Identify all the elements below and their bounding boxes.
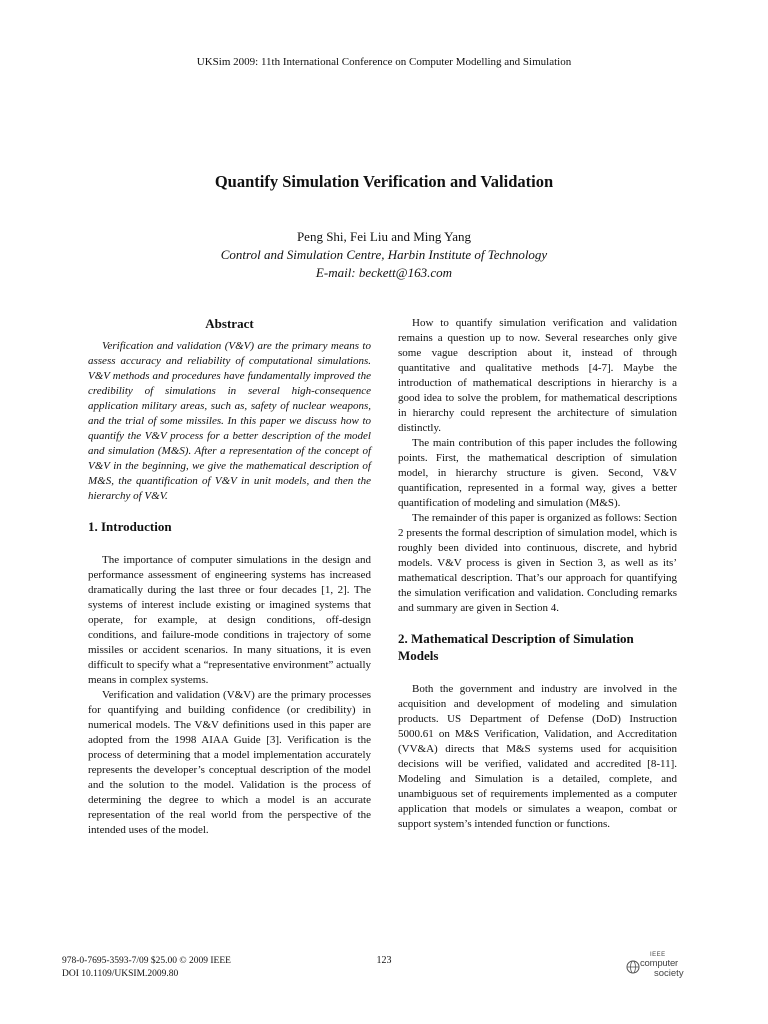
logo-computer-text: computer	[640, 958, 679, 969]
running-head: UKSim 2009: 11th International Conference on Computer Modelling and Simulation	[196, 56, 572, 68]
intro-paragraph-4: The main contribution of this paper includes the following points. First, the mathematical description of simulation model, in hierarchy structure is given. Second, V&V quantification, represented in a formal way, gives a better quantification of modeling and simulation (M&S).	[398, 437, 677, 509]
footer-isbn: 978-0-7695-3593-7/09 $25.00 © 2009 IEEE	[62, 956, 231, 966]
intro-paragraph-5: The remainder of this paper is organized as follows: Section 2 presents the formal description of simulation model, which is roughly been divided into continuous, discrete, and hybrid models. V&V process is given in Section 3, as well as its’ mathematical description. That’s our approach for quantifying the simulation verification and validation. Concluding remarks and summary are given in Section 4.	[398, 512, 677, 614]
page-number: 123	[376, 955, 392, 966]
footer-doi: DOI 10.1109/UKSIM.2009.80	[62, 969, 179, 979]
intro-paragraph-2: Verification and validation (V&V) are the primary processes for quantifying and building confidence (or credibility) in numerical models. The V&V definitions used in this paper are adopted from the 1998 AIAA Guide [3]. Verification is the process of determining that a model implementation accurately represents the developer’s conceptual description of the model and the solution to the model. Validation is the process of determining the degree to which a model is an accurate representation of the real world from the perspective of the intended uses of the model.	[88, 689, 371, 836]
abstract-heading: Abstract	[205, 316, 254, 331]
ieee-computer-society-logo-icon	[626, 952, 696, 982]
author-names: Peng Shi, Fei Liu and Ming Yang	[296, 229, 472, 244]
section-heading-math-description: 2. Mathematical Description of Simulation Models	[398, 631, 634, 663]
intro-paragraph-3: How to quantify simulation verification and validation remains a question up to now. Several researches only give some vague description about it, instead of through quantitative and qualitative methods [4-7]. Maybe the introduction of mathematical descriptions in hierarchy is a good idea to solve the problem, for mathematical descriptions in hierarchy could represent the architecture of simulation distinctly.	[398, 317, 677, 434]
math-paragraph-1: Both the government and industry are involved in the acquisition and development of modeling and simulation products. US Department of Defense (DoD) Instruction 5000.61 on M&S Verification, Validation, and Accreditation (VV&A) directs that M&S systems used for acquisition decisions will be verified, validated and accredited [8-11]. Modeling and Simulation is a detailed, complete, and unambiguous set of requirements implemented as a computer application that models or simulates a weapon, combat or support system’s intended function or functions.	[398, 683, 677, 830]
paper-title: Quantify Simulation Verification and Validation	[214, 172, 554, 191]
author-affiliation: Control and Simulation Centre, Harbin Institute of Technology	[220, 247, 548, 262]
intro-paragraph-1: The importance of computer simulations in the design and performance assessment of engineering systems has increased dramatically during the last three or four decades [1, 2]. The systems of interest include existing or imagined systems that operate, for example, at design conditions, off-design conditions, and failure-mode conditions in trajectory of some missiles or accident scenarios. In many situations, it is even difficult to specify what a “representative environment” actually means in complex systems.	[88, 554, 371, 686]
abstract-text: Verification and validation (V&V) are the primary means to assess accuracy and reliability of computational simulations. V&V methods and procedures have fundamentally improved the credibility of simulations in several high-consequence application military areas, such as, safety of nuclear weapons, and the trial of some missiles. In this paper we discuss how to quantify the V&V process for a better description of the model and simulation (M&S). After a representation of the concept of V&V in the beginning, we give the mathematical description of M&S, the quantification of V&V in unit models, and then the hierarchy of V&V.	[88, 340, 371, 502]
globe-icon	[626, 960, 640, 974]
logo-ieee-text: IEEE	[650, 952, 666, 958]
right-column	[398, 316, 677, 832]
spacer	[88, 545, 371, 553]
left-column	[88, 316, 371, 838]
section-heading-introduction: 1. Introduction	[88, 519, 172, 534]
logo-society-text: society	[654, 968, 684, 979]
author-block	[0, 228, 768, 282]
spacer	[398, 674, 677, 682]
author-email: E-mail: beckett@163.com	[315, 265, 453, 280]
